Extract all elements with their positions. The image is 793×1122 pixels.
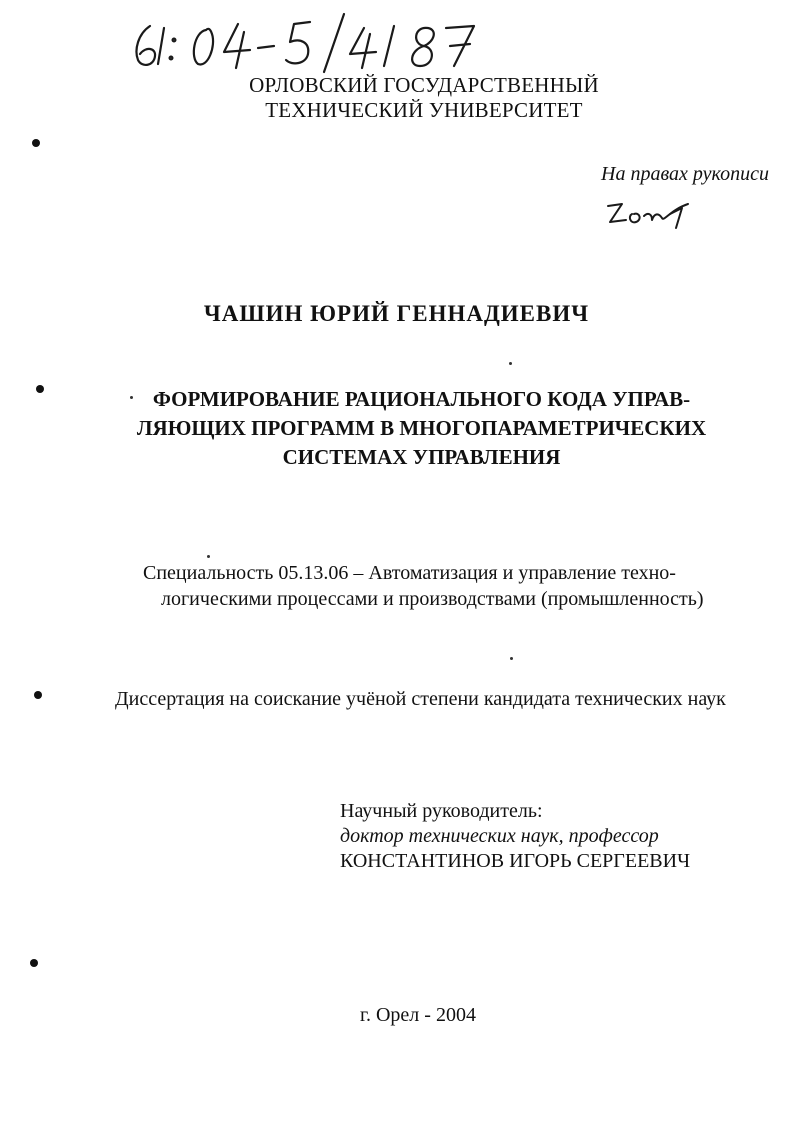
institution-line-1: ОРЛОВСКИЙ ГОСУДАРСТВЕННЫЙ: [249, 73, 599, 97]
handwritten-archive-number: [128, 6, 508, 76]
specialty-line-1: Специальность 05.13.06 – Автоматизация и управление техно-: [143, 562, 676, 584]
specialty-line-2: логическими процессами и производствами (промышленность): [161, 588, 704, 610]
place-year-text: г. Орел - 2004: [360, 1004, 476, 1026]
thesis-title-line-1: ФОРМИРОВАНИЕ РАЦИОНАЛЬНОГО КОДА УПРАВ-: [152, 387, 691, 411]
scan-speck: [207, 555, 210, 558]
supervisor-label: Научный руководитель:: [340, 800, 543, 822]
thesis-title: [0, 385, 793, 472]
institution-block: [0, 73, 793, 123]
binder-hole-mark: [36, 385, 44, 393]
binder-hole-mark: [30, 959, 38, 967]
binder-hole-mark: [34, 691, 42, 699]
supervisor-degree: доктор технических наук, профессор: [340, 825, 659, 847]
scan-speck: [510, 657, 513, 660]
manuscript-rights-note: На правах рукописи: [601, 163, 769, 185]
specialty-block: [143, 560, 733, 612]
scan-speck: [509, 362, 512, 365]
place-year: [0, 1004, 793, 1027]
supervisor-block: [340, 799, 690, 874]
thesis-title-line-2: ЛЯЮЩИХ ПРОГРАММ В МНОГОПАРАМЕТРИЧЕСКИХ: [136, 416, 707, 440]
supervisor-name: КОНСТАНТИНОВ ИГОРЬ СЕРГЕЕВИЧ: [340, 850, 691, 872]
degree-statement: Диссертация на соискание учёной степени кандидата технических наук: [115, 688, 726, 710]
author-name: ЧАШИН ЮРИЙ ГЕННАДИЕВИЧ: [203, 301, 590, 326]
scan-speck: [130, 396, 133, 399]
handwritten-signature: [600, 192, 700, 232]
binder-hole-mark: [32, 139, 40, 147]
thesis-title-line-3: СИСТЕМАХ УПРАВЛЕНИЯ: [282, 445, 561, 469]
institution-line-2: ТЕХНИЧЕСКИЙ УНИВЕРСИТЕТ: [265, 98, 583, 122]
